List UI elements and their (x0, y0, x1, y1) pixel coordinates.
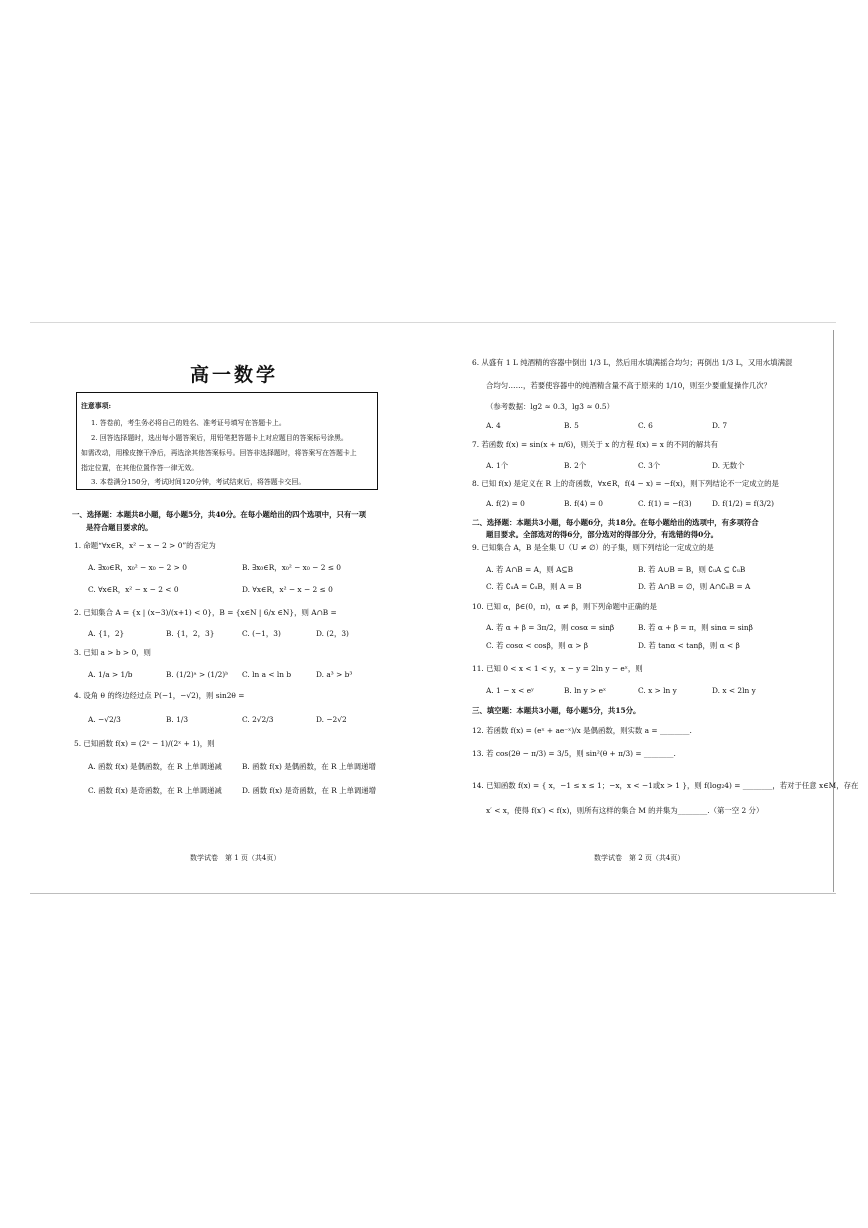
question-9-option-c: C. 若 ∁ᵤA = ∁ᵤB，则 A = B (486, 582, 582, 591)
question-3-stem: 3. 已知 a > b > 0，则 (74, 648, 151, 657)
question-9-option-a: A. 若 A∩B = A，则 A⊆B (486, 565, 574, 574)
question-12: 12. 若函数 f(x) = (eˣ + ae⁻ˣ)/x 是偶函数，则实数 a = ________. (472, 726, 692, 735)
question-8-option-d: D. f(1/2) = f(3/2) (712, 499, 775, 508)
question-1-option-d: D. ∀x∈R，x² − x − 2 ≤ 0 (242, 585, 333, 594)
question-6-line: 6. 从盛有 1 L 纯酒精的容器中倒出 1/3 L，然后用水填满摇合均匀；再倒出 1/3 L，又用水填满混 (472, 358, 793, 367)
question-3-option-c: C. ln a < ln b (242, 670, 292, 679)
notice-line: 2. 回答选择题时，选出每小题答案后，用铅笔把答题卡上对应题目的答案标号涂黑。 (91, 434, 348, 442)
page-footer: 数学试卷 第 2 页（共4页） (594, 854, 685, 862)
question-6-option-b: B. 5 (564, 421, 579, 430)
question-2-option-c: C. (−1，3) (242, 629, 281, 638)
sheet-edge-bottom (30, 893, 836, 894)
question-7-option-d: D. 无数个 (712, 461, 745, 470)
question-1-stem: 1. 命题“∀x∈R，x² − x − 2 > 0”的否定为 (74, 541, 216, 550)
question-5-stem: 5. 已知函数 f(x) = (2ˣ − 1)/(2ˣ + 1)，则 (74, 739, 215, 748)
question-6-option-c: C. 6 (638, 421, 653, 430)
question-7-stem: 7. 若函数 f(x) = sin(x + π/6)，则关于 x 的方程 f(x) = x 的不同的解共有 (472, 440, 719, 449)
question-10-option-d: D. 若 tanα < tanβ，则 α < β (638, 641, 740, 650)
notice-line: 1. 答卷前，考生务必将自己的姓名、准考证号填写在答题卡上。 (91, 419, 286, 427)
notice-box (76, 392, 378, 490)
question-9-option-d: D. 若 A∩B = ∅，则 A∩∁ᵤB = A (638, 582, 751, 591)
question-14-line: x′ < x，使得 f(x′) < f(x)，则所有这样的集合 M 的并集为________.（第一空 2 分） (486, 806, 764, 815)
question-2-stem: 2. 已知集合 A = {x | (x−3)/(x+1) < 0}，B = {x∈N | 6/x ∈N}，则 A∩B = (74, 608, 337, 617)
section-heading: 二、选择题：本题共3小题，每小题6分，共18分。在每小题给出的选项中，有多项符合 (472, 518, 759, 527)
section-heading: 三、填空题：本题共3小题，每小题5分，共15分。 (472, 706, 641, 715)
question-1-option-b: B. ∃x₀∈R，x₀² − x₀ − 2 ≤ 0 (242, 563, 341, 572)
question-13: 13. 若 cos(2θ − π/3) = 3/5，则 sin²(θ + π/3) = ________. (472, 749, 676, 758)
question-11-option-b: B. ln y > eˣ (564, 686, 607, 695)
question-11-option-d: D. x < 2ln y (712, 686, 756, 695)
question-3-option-a: A. 1/a > 1/b (88, 670, 133, 679)
question-11-option-c: C. x > ln y (638, 686, 677, 695)
question-3-option-b: B. (1/2)ᵃ > (1/2)ᵇ (166, 670, 229, 679)
question-1-option-c: C. ∀x∈R，x² − x − 2 < 0 (88, 585, 179, 594)
question-9-option-b: B. 若 A∪B = B，则 ∁ᵤA ⊆ ∁ᵤB (638, 565, 746, 574)
question-5-option-c: C. 函数 f(x) 是奇函数，在 R 上单调递减 (88, 786, 222, 795)
question-2-option-a: A. {1，2} (88, 629, 125, 638)
question-10-option-a: A. 若 α + β = 3π/2，则 cosα = sinβ (486, 623, 615, 632)
question-10-stem: 10. 已知 α，β∈(0，π)，α ≠ β，则下列命题中正确的是 (472, 602, 657, 611)
section-heading-cont: 是符合题目要求的。 (86, 523, 153, 532)
section-heading: 一、选择题：本题共8小题，每小题5分，共40分。在每小题给出的四个选项中，只有一项 (72, 510, 367, 519)
question-8-stem: 8. 已知 f(x) 是定义在 R 上的奇函数，∀x∈R，f(4 − x) = −f(x)，则下列结论不一定成立的是 (472, 479, 779, 488)
question-7-option-a: A. 1个 (486, 461, 509, 470)
question-8-option-a: A. f(2) = 0 (486, 499, 525, 508)
notice-line: 指定位置，在其他位置作答一律无效。 (81, 464, 199, 472)
question-11-stem: 11. 已知 0 < x < 1 < y，x − y = 2ln y − eˣ，则 (472, 664, 643, 673)
question-6-line: （参考数据：lg2 ≈ 0.3，lg3 ≈ 0.5） (486, 402, 615, 411)
exam-page-2 (472, 330, 859, 890)
question-1-option-a: A. ∃x₀∈R，x₀² − x₀ − 2 > 0 (88, 563, 187, 572)
question-4-stem: 4. 设角 θ 的终边经过点 P(−1，−√2)，则 sin2θ = (74, 691, 245, 700)
question-5-option-a: A. 函数 f(x) 是偶函数，在 R 上单调递减 (88, 762, 222, 771)
question-6-line: 合均匀……，若要使容器中的纯酒精含量不高于原来的 1/10，则至少要重复操作几次？ (486, 381, 772, 390)
question-5-option-d: D. 函数 f(x) 是奇函数，在 R 上单调递增 (242, 786, 377, 795)
question-8-option-b: B. f(4) = 0 (564, 499, 603, 508)
page-footer: 数学试卷 第 1 页（共4页） (190, 854, 281, 862)
question-4-option-a: A. −√2/3 (88, 715, 121, 724)
question-6-option-d: D. 7 (712, 421, 728, 430)
sheet-edge-top (30, 322, 836, 323)
question-10-option-c: C. 若 cosα < cosβ，则 α > β (486, 641, 589, 650)
question-2-option-d: D. (2，3) (316, 629, 349, 638)
notice-line: 如需改动，用橡皮擦干净后，再选涂其他答案标号。回答非选择题时，将答案写在答题卡上 (81, 449, 357, 457)
question-10-option-b: B. 若 α + β = π，则 sinα = sinβ (638, 623, 753, 632)
sheet-edge-right (833, 330, 834, 892)
question-3-option-d: D. a³ > b³ (316, 670, 353, 679)
section-heading-cont: 题目要求。全部选对的得6分，部分选对的得部分分，有选错的得0分。 (486, 530, 719, 539)
question-6-option-a: A. 4 (486, 421, 501, 430)
notice-heading: 注意事项: (81, 402, 112, 410)
exam-title: 高一数学 (190, 364, 279, 386)
question-4-option-d: D. −2√2 (316, 715, 347, 724)
question-14-line: 14. 已知函数 f(x) = { x，−1 ≤ x ≤ 1；−x，x < −1或x > 1 }，则 f(log₂4) = ________，若对于任意 x∈M，存在 (472, 781, 859, 790)
question-7-option-c: C. 3个 (638, 461, 661, 470)
exam-page-1 (72, 330, 408, 890)
question-7-option-b: B. 2个 (564, 461, 587, 470)
notice-line: 3. 本卷满分150分，考试时间120分钟，考试结束后，将答题卡交回。 (91, 478, 306, 486)
question-11-option-a: A. 1 − x < eʸ (486, 686, 535, 695)
question-4-option-b: B. 1/3 (166, 715, 189, 724)
question-8-option-c: C. f(1) = −f(3) (638, 499, 692, 508)
question-5-option-b: B. 函数 f(x) 是偶函数，在 R 上单调递增 (242, 762, 376, 771)
question-9-stem: 9. 已知集合 A，B 是全集 U（U ≠ ∅）的子集，则下列结论一定成立的是 (472, 543, 714, 552)
question-4-option-c: C. 2√2/3 (242, 715, 274, 724)
question-2-option-b: B. {1，2，3} (166, 629, 215, 638)
